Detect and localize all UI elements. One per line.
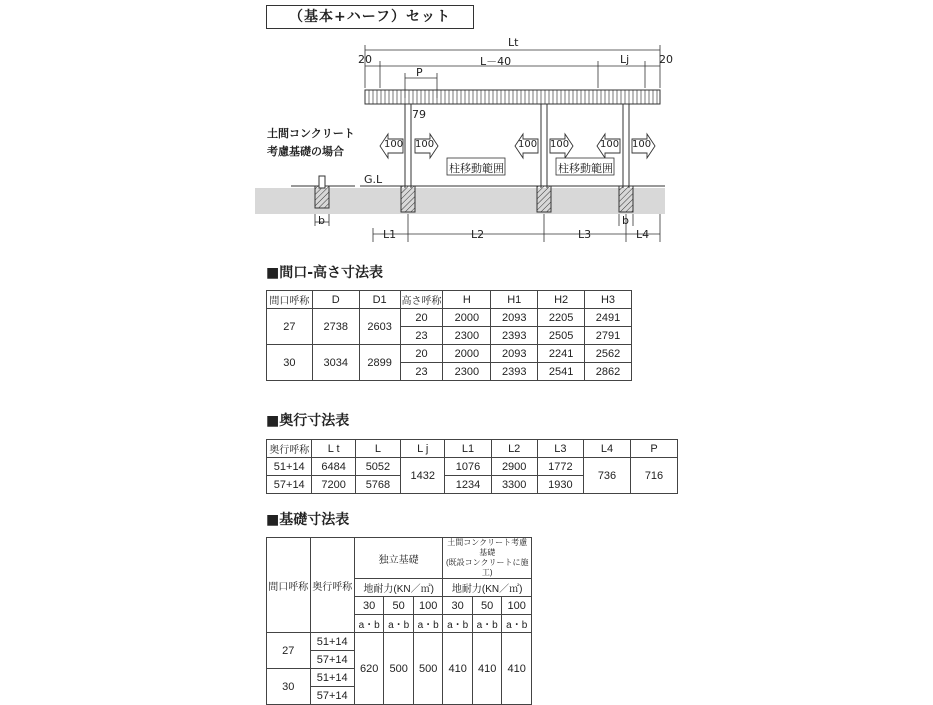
dim-lt: Lt: [508, 36, 519, 49]
range-label-1: 柱移動範囲: [449, 162, 504, 175]
t2-cell: 1772: [537, 458, 583, 476]
dim-l2: L2: [471, 228, 485, 241]
t2-cell: 1930: [537, 476, 583, 494]
t3-load: 100: [502, 597, 532, 615]
t1-cell: 2738: [312, 309, 359, 345]
t2-cell: 5768: [355, 476, 400, 494]
t2-h-l4: L4: [584, 440, 631, 458]
t1-cell: 2205: [538, 309, 585, 327]
t3-ab: a・b: [413, 615, 443, 633]
t1-h-h1: H1: [491, 291, 538, 309]
table1-heading: ■間口-高さ寸法表: [266, 265, 384, 281]
table-row: [267, 345, 632, 363]
t2-cell: 6484: [312, 458, 355, 476]
t2-h-p: P: [630, 440, 677, 458]
t1-cell: 20: [400, 345, 443, 363]
table-row: [267, 309, 632, 327]
t1-cell: 2093: [491, 345, 538, 363]
t3-load: 30: [354, 597, 384, 615]
t1-h-h3: H3: [585, 291, 632, 309]
t1-cell: 2300: [443, 327, 491, 345]
t1-cell: 3034: [312, 345, 359, 381]
t3-cell: 51+14: [310, 669, 354, 687]
t3-h-okuyuki: 奥行呼称: [310, 538, 354, 633]
t1-cell: 23: [400, 363, 443, 381]
t1-cell: 2505: [538, 327, 585, 345]
t2-cell: 736: [584, 458, 631, 494]
t1-cell: 2791: [585, 327, 632, 345]
t1-h-takasa: 高さ呼称: [400, 291, 443, 309]
t2-h-lt: L t: [312, 440, 355, 458]
dim-l40: L－40: [480, 55, 512, 68]
t1-h-h2: H2: [538, 291, 585, 309]
t3-value: 410: [502, 633, 532, 705]
dim-l3: L3: [578, 228, 592, 241]
width-height-table: [266, 290, 632, 381]
t3-h-maguchi: 間口呼称: [267, 538, 311, 633]
t2-h-l3: L3: [537, 440, 583, 458]
t3-h-doma-line1: 土間コンクリート考慮基礎: [447, 538, 528, 557]
t2-cell: 7200: [312, 476, 355, 494]
t2-cell: 716: [630, 458, 677, 494]
t3-value: 410: [443, 633, 473, 705]
t3-cell: 27: [267, 633, 311, 669]
t3-cell: 30: [267, 669, 311, 705]
t1-h-d1: D1: [359, 291, 400, 309]
t2-cell: 5052: [355, 458, 400, 476]
t3-load: 50: [384, 597, 414, 615]
dim-20-left: 20: [358, 53, 372, 66]
t2-cell: 3300: [491, 476, 537, 494]
t3-h-dokuritsu: 独立基礎: [354, 538, 443, 579]
gl-label: G.L: [364, 173, 383, 186]
t1-cell: 2862: [585, 363, 632, 381]
depth-table: [266, 439, 678, 494]
t2-h-l: L: [355, 440, 400, 458]
t2-cell: 2900: [491, 458, 537, 476]
t3-ab: a・b: [384, 615, 414, 633]
t3-ab: a・b: [443, 615, 473, 633]
t3-load: 50: [472, 597, 502, 615]
t1-cell: 2300: [443, 363, 491, 381]
arrow-100-4: 100: [550, 139, 570, 150]
dim-79: 79: [412, 108, 426, 121]
dim-20-right: 20: [659, 53, 673, 66]
t2-cell: 51+14: [267, 458, 312, 476]
dim-l1: L1: [383, 228, 397, 241]
t1-cell: 2393: [491, 327, 538, 345]
t2-cell: 1234: [445, 476, 491, 494]
t1-cell: 20: [400, 309, 443, 327]
t3-value: 410: [472, 633, 502, 705]
t1-cell: 2241: [538, 345, 585, 363]
t2-cell: 57+14: [267, 476, 312, 494]
t1-h-h: H: [443, 291, 491, 309]
arrow-100-3: 100: [518, 139, 538, 150]
t1-cell: 30: [267, 345, 313, 381]
t1-cell: 2393: [491, 363, 538, 381]
t1-cell: 27: [267, 309, 313, 345]
dim-lj: Lj: [620, 53, 630, 66]
t1-cell: 2000: [443, 309, 491, 327]
t3-value: 500: [384, 633, 414, 705]
t3-h-doma-line2: (既設コンクリートに施工): [445, 558, 529, 577]
t3-cell: 51+14: [310, 633, 354, 651]
t3-h-jitairyoku-1: 地耐力(KN／㎡): [354, 579, 443, 597]
t1-cell: 2541: [538, 363, 585, 381]
t1-h-d: D: [312, 291, 359, 309]
t3-h-jitairyoku-2: 地耐力(KN／㎡): [443, 579, 532, 597]
foundation-table: [266, 537, 532, 705]
t1-h-maguchi: 間口呼称: [267, 291, 313, 309]
t3-load: 30: [443, 597, 473, 615]
page-title: （基本+ハーフ）セット: [266, 5, 474, 29]
t3-ab: a・b: [472, 615, 502, 633]
t1-cell: 23: [400, 327, 443, 345]
t3-ab: a・b: [354, 615, 384, 633]
dim-l4: L4: [636, 228, 650, 241]
table2-heading: ■奥行寸法表: [266, 413, 350, 429]
t2-cell: 1432: [401, 458, 445, 494]
t3-value: 500: [413, 633, 443, 705]
arrow-100-5: 100: [600, 139, 620, 150]
t2-h-l2: L2: [491, 440, 537, 458]
t2-h-l1: L1: [445, 440, 491, 458]
t2-cell: 1076: [445, 458, 491, 476]
t1-cell: 2000: [443, 345, 491, 363]
note-line1: 土間コンクリート: [267, 127, 355, 140]
t3-cell: 57+14: [310, 651, 354, 669]
t2-h-okuyuki: 奥行呼称: [267, 440, 312, 458]
t3-load: 100: [413, 597, 443, 615]
b-left: b: [318, 214, 325, 227]
arrow-100-2: 100: [415, 139, 435, 150]
t1-cell: 2603: [359, 309, 400, 345]
dim-p: P: [416, 66, 423, 79]
t2-h-lj: L j: [401, 440, 445, 458]
t1-cell: 2899: [359, 345, 400, 381]
table3-heading: ■基礎寸法表: [266, 512, 350, 528]
t3-value: 620: [354, 633, 384, 705]
t1-cell: 2562: [585, 345, 632, 363]
t3-cell: 57+14: [310, 687, 354, 705]
arrow-100-1: 100: [384, 139, 404, 150]
arrow-100-6: 100: [632, 139, 652, 150]
t1-cell: 2093: [491, 309, 538, 327]
b-right: b: [622, 214, 629, 227]
range-label-2: 柱移動範囲: [558, 162, 613, 175]
t1-cell: 2491: [585, 309, 632, 327]
table-row: [267, 633, 532, 651]
t3-h-doma: [443, 538, 532, 579]
table-row: [267, 458, 678, 476]
t3-ab: a・b: [502, 615, 532, 633]
note-line2: 考慮基礎の場合: [267, 145, 344, 158]
